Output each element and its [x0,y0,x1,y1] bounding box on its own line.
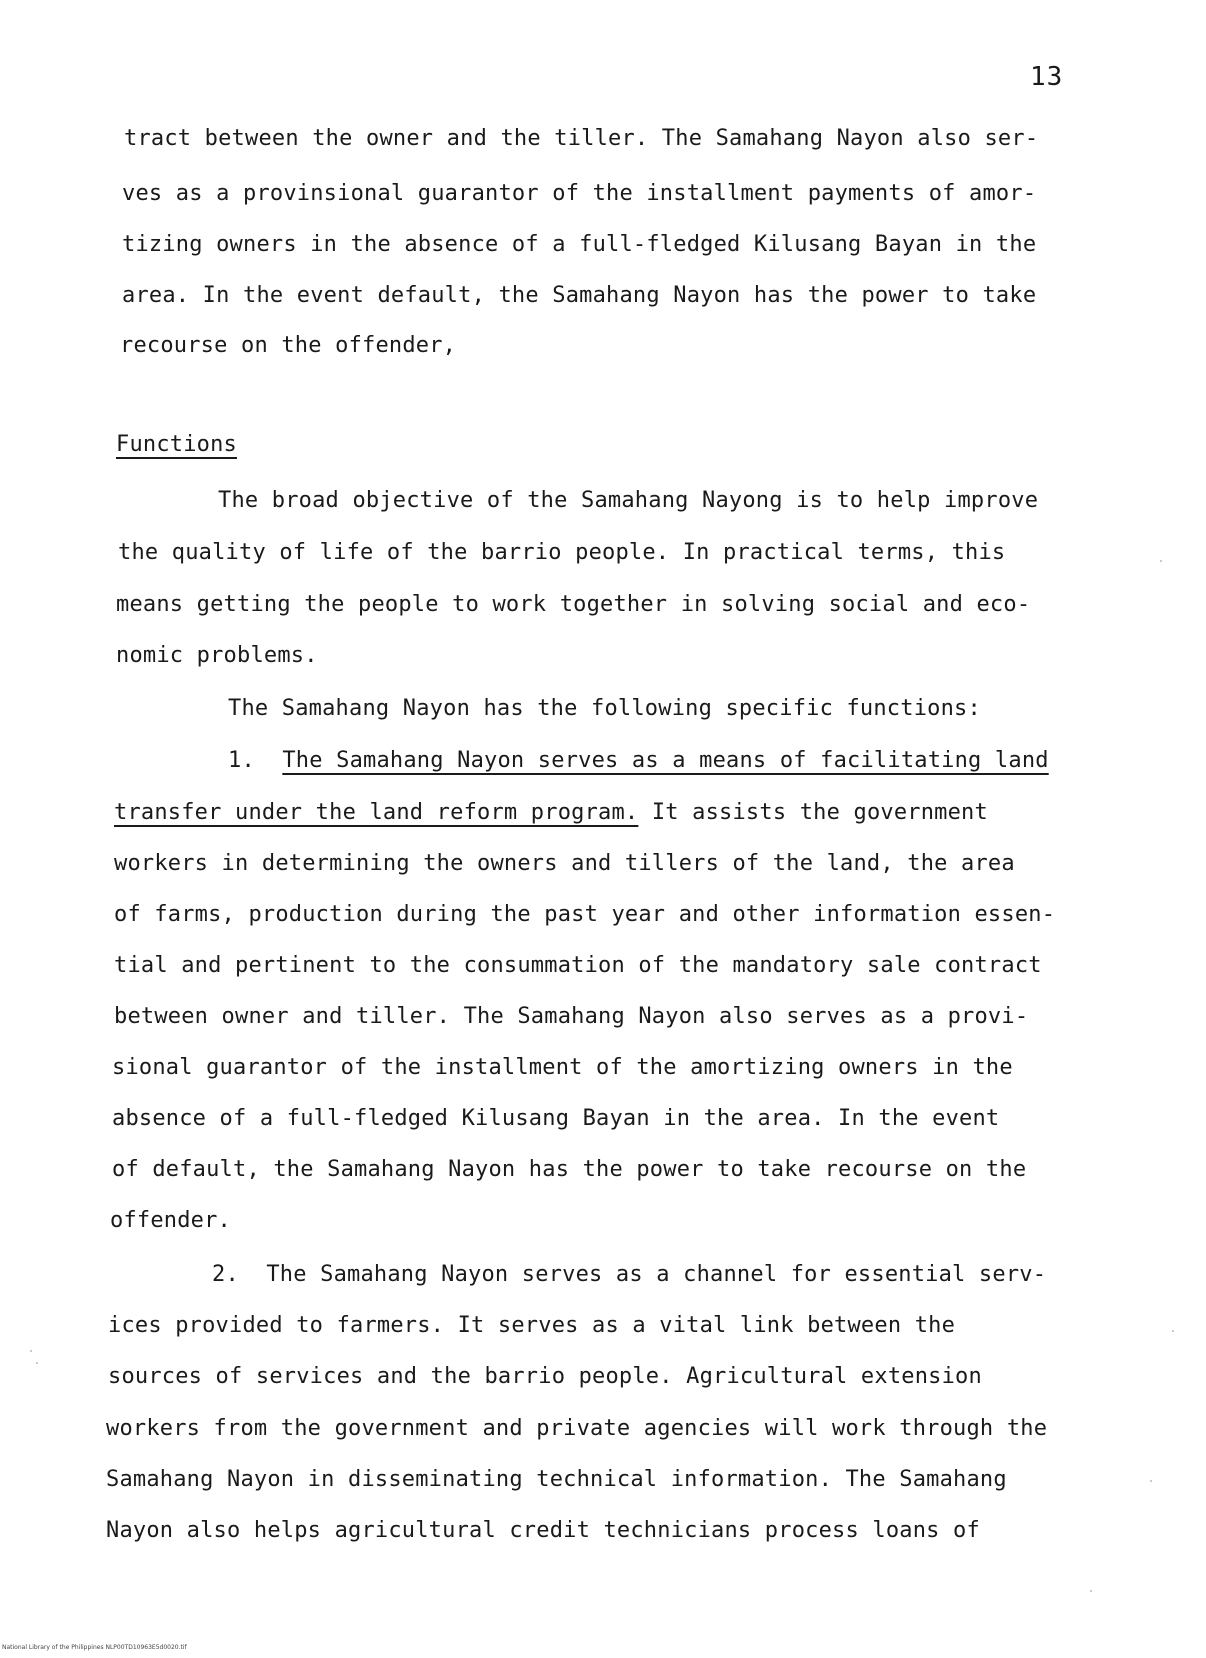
section-heading: Functions [116,432,238,457]
scan-speck [1160,560,1162,562]
functions-intro: The Samahang Nayon has the following specific functions: [228,696,981,721]
paragraph-line: of farms, production during the past year and other information essen- [114,902,1056,927]
paragraph-line: means getting the people to work together in solving social and eco- [116,592,1031,617]
paragraph-line: sources of services and the barrio people. Agricultural extension [108,1364,982,1389]
function-1-underlined-text: transfer under the land reform program. [114,800,639,825]
paragraph-line: workers in determining the owners and tillers of the land, the area [114,851,1015,876]
paragraph-line: tract between the owner and the tiller. The Samahang Nayon also ser- [124,126,1039,151]
paragraph-line: workers from the government and private agencies will work through the [106,1416,1048,1441]
paragraph-line: ves as a provinsional guarantor of the installment payments of amor- [122,181,1037,206]
paragraph-line: tizing owners in the absence of a full-fledged Kilusang Bayan in the [122,232,1037,257]
paragraph-line: Samahang Nayon in disseminating technical information. The Samahang [106,1467,1007,1492]
paragraph-line: between owner and tiller. The Samahang Nayon also serves as a provi- [114,1004,1029,1029]
paragraph-line: sional guarantor of the installment of the amortizing owners in the [112,1055,1013,1080]
scan-speck [1090,1590,1092,1592]
paragraph-line: Nayon also helps agricultural credit technicians process loans of [106,1518,980,1543]
scan-speck [1150,1480,1152,1482]
paragraph-line: absence of a full-fledged Kilusang Bayan in the area. In the event [112,1106,1000,1131]
function-1-number: 1. [228,748,255,773]
paragraph-line: area. In the event default, the Samahang Nayon has the power to take [122,283,1037,308]
scan-speck [36,1362,38,1364]
paragraph-line: the quality of life of the barrio people. In practical terms, this [118,540,1006,565]
function-2-text: The Samahang Nayon serves as a channel for essential serv- [266,1262,1047,1287]
function-2-item [212,1262,1046,1287]
paragraph-line: The broad objective of the Samahang Nayong is to help improve [218,488,1039,513]
function-1-text: It assists the government [638,800,988,825]
paragraph-line: recourse on the offender, [120,333,457,358]
function-1-line [114,800,988,825]
function-2-number: 2. [212,1262,239,1287]
paragraph-line: tial and pertinent to the consummation of the mandatory sale contract [114,953,1042,978]
function-1-underlined-text: The Samahang Nayon serves as a means of facilitating land [282,748,1049,773]
paragraph-line: offender. [110,1208,232,1233]
page-number: 13 [1030,62,1064,92]
paragraph-line: nomic problems. [116,643,318,668]
scan-speck [1172,1330,1174,1332]
paragraph-line: ices provided to farmers. It serves as a vital link between the [108,1313,956,1338]
function-1-item [228,748,1049,773]
scan-footer: National Library of the Philippines NLP00TD10963E5d0020.tif [2,1644,187,1651]
scan-speck [30,1350,32,1352]
paragraph-line: of default, the Samahang Nayon has the power to take recourse on the [112,1157,1027,1182]
